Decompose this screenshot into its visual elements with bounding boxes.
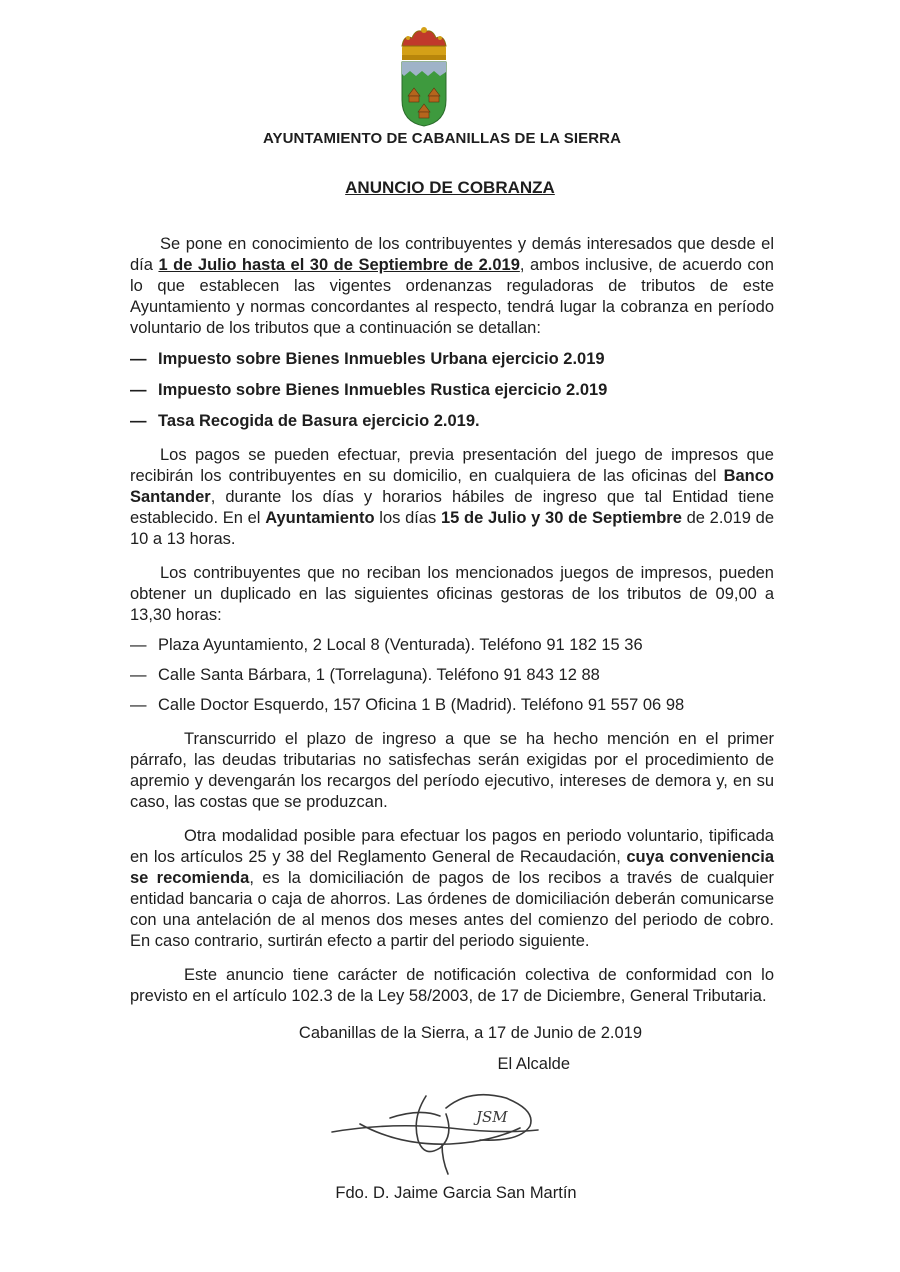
svg-text:JSM: JSM bbox=[476, 1108, 508, 1126]
dash-marker: — bbox=[130, 666, 147, 684]
handwritten-signature bbox=[330, 1088, 550, 1178]
office-address: Plaza Ayuntamiento, 2 Local 8 (Venturada). Teléfono 91 182 15 36 bbox=[158, 636, 643, 654]
direct-debit-text-1: Otra modalidad posible para efectuar los pagos en periodo voluntario, tipificada en los artículos 25 y 38 del Reglamento General de Recaudación, bbox=[130, 827, 774, 866]
town-hall-days: 15 de Julio y 30 de Septiembre bbox=[440, 509, 682, 527]
collection-period: 1 de Julio hasta el 30 de Septiembre de 2.019 bbox=[158, 256, 520, 274]
tax-item bbox=[130, 349, 774, 370]
signatory-role: El Alcalde bbox=[497, 1055, 570, 1073]
dash-marker: — bbox=[130, 381, 147, 399]
place-and-date: Cabanillas de la Sierra, a 17 de Junio de 2.019 bbox=[298, 1024, 642, 1042]
intro-text-2: , ambos inclusive, de acuerdo con lo que establecen las vigentes ordenanzas reguladoras de tributos de este Ayuntamiento y normas concordantes al respecto, tendrá lugar la cobranza en período voluntario de los tributos que a continuación se detallan: bbox=[130, 256, 774, 337]
direct-debit-text-2: , es la domiciliación de pagos de los recibos a través de cualquier entidad bancaria o caja de ahorros. Las órdenes de domiciliación deberán comunicarse con una antelación de al menos dos meses antes del comienzo del periodo de cobro. En caso contrario, surtirán efecto a partir del periodo siguiente. bbox=[130, 869, 774, 950]
dash-marker: — bbox=[130, 636, 147, 654]
council-name: AYUNTAMIENTO DE CABANILLAS DE LA SIERRA bbox=[262, 130, 622, 147]
direct-debit-paragraph bbox=[130, 826, 774, 952]
payments-paragraph bbox=[130, 445, 774, 550]
office-item bbox=[130, 665, 774, 686]
office-item bbox=[130, 635, 774, 656]
payments-text-1: Los pagos se pueden efectuar, previa presentación del juego de impresos que recibirán los contribuyentes en su domicilio, en cualquiera de las oficinas del bbox=[130, 446, 774, 485]
tax-item bbox=[130, 380, 774, 401]
intro-text-1: Se pone en conocimiento de los contribuyentes y demás interesados que desde el día bbox=[130, 235, 774, 274]
dash-marker: — bbox=[130, 696, 147, 714]
bank-name: Banco Santander bbox=[130, 467, 774, 506]
payments-text-4: de 2.019 de 10 a 13 horas. bbox=[130, 509, 775, 548]
recommendation: cuya conveniencia se recomienda bbox=[130, 848, 774, 887]
office-address: Calle Santa Bárbara, 1 (Torrelaguna). Teléfono 91 843 12 88 bbox=[158, 666, 600, 684]
tax-item-label: Impuesto sobre Bienes Inmuebles Urbana ejercicio 2.019 bbox=[158, 350, 605, 368]
tax-item-label: Impuesto sobre Bienes Inmuebles Rustica ejercicio 2.019 bbox=[158, 381, 608, 399]
enforcement-paragraph: Transcurrido el plazo de ingreso a que se ha hecho mención en el primer párrafo, las deudas tributarias no satisfechas serán exigidas por el procedimiento de apremio y devengarán los recargos del período ejecutivo, intereses de demora y, en su caso, las costas que se produzcan. bbox=[130, 730, 774, 811]
town-hall-label: Ayuntamiento bbox=[265, 509, 375, 527]
office-item bbox=[130, 695, 774, 716]
intro-paragraph bbox=[130, 234, 774, 339]
notice-paragraph: Este anuncio tiene carácter de notificación colectiva de conformidad con lo previsto en el artículo 102.3 de la Ley 58/2003, de 17 de Diciembre, General Tributaria. bbox=[130, 966, 774, 1005]
payments-text-3: los días bbox=[374, 509, 441, 527]
dash-marker: — bbox=[130, 412, 147, 430]
dash-marker: — bbox=[130, 350, 147, 368]
office-address: Calle Doctor Esquerdo, 157 Oficina 1 B (Madrid). Teléfono 91 557 06 98 bbox=[158, 696, 685, 714]
document-title: ANUNCIO DE COBRANZA bbox=[345, 178, 555, 197]
tax-item bbox=[130, 411, 774, 432]
payments-text-2: , durante los días y horarios hábiles de ingreso que tal Entidad tiene establecido. En el bbox=[130, 488, 774, 527]
coat-of-arms-icon bbox=[396, 26, 452, 128]
signed-by: Fdo. D. Jaime Garcia San Martín bbox=[335, 1184, 577, 1202]
tax-item-label: Tasa Recogida de Basura ejercicio 2.019. bbox=[158, 412, 480, 430]
document-body bbox=[130, 234, 774, 1075]
duplicates-paragraph: Los contribuyentes que no reciban los mencionados juegos de impresos, pueden obtener un duplicado en las siguientes oficinas gestoras de los tributos de 09,00 a 13,30 horas: bbox=[130, 564, 774, 624]
